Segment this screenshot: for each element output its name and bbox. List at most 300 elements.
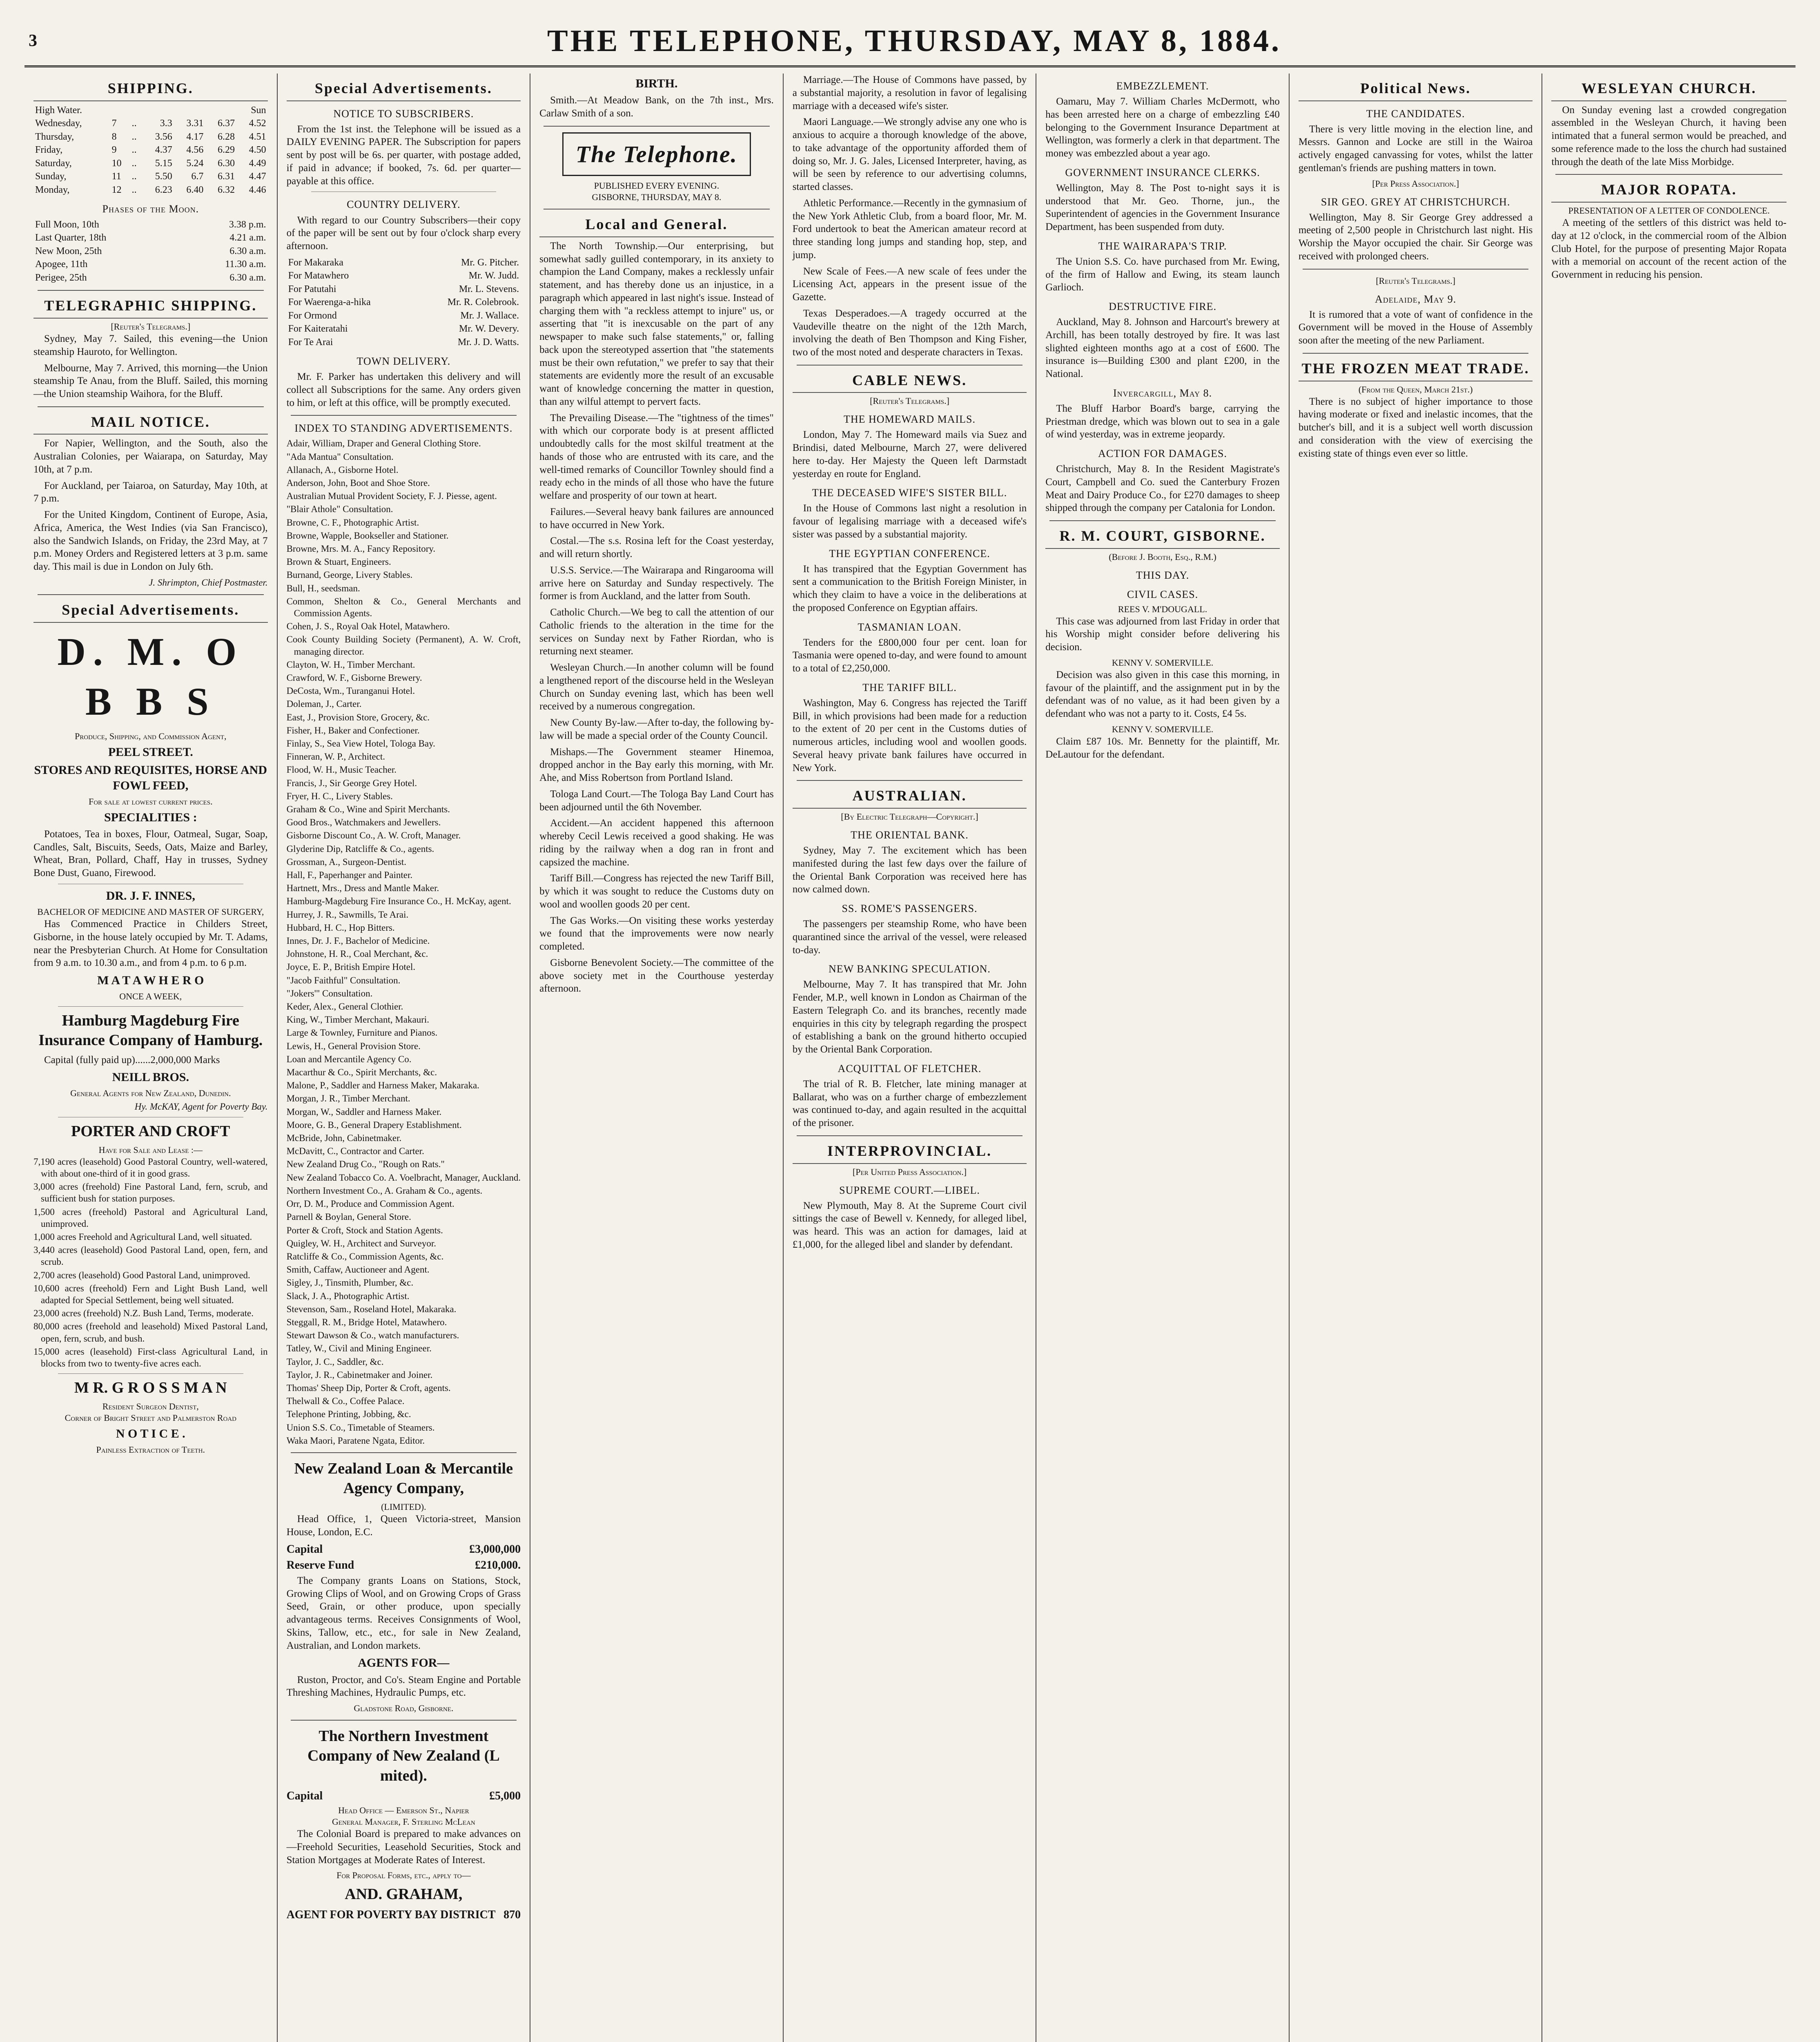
list-item: 1,500 acres (freehold) Pastoral and Agricultural Land, unimproved. <box>33 1206 268 1229</box>
table-cell: Friday, <box>35 145 63 156</box>
table-cell: Mr. R. Colebrook. <box>447 297 519 308</box>
destructive-text: Auckland, May 8. Johnson and Harcourt's brewery at Archill, has been totally destroyed by fire. It was last slighted eighteen months ago at a cost of £600. The insurance is—Building £300 and plant £200, in the National. <box>1045 317 1280 380</box>
table-cell: 5.24 <box>186 158 204 169</box>
company-text: The Company grants Loans on Stations, Stock, Growing Clips of Wool, and on Growing Crops of Grass Seed, Grain, or other produce, upon specially advantageous terms. Receives Consignments of Wool, Skins, Tallow, etc., etc., for sale in New Zealand, Australian, and London markets. <box>286 1575 521 1651</box>
gladstone-road: Gladstone Road, Gisborne. <box>354 1703 454 1714</box>
list-item: "Jokers'" Consultation. <box>286 988 373 999</box>
table-row <box>33 130 268 143</box>
rm-before: (Before J. Booth, Esq., R.M.) <box>1109 551 1216 562</box>
dmobbs-banner: D. M. O B B S <box>57 629 244 723</box>
capital-value: £3,000,000 <box>469 1543 521 1556</box>
list-item: Cohen, J. S., Royal Oak Hotel, Matawhero. <box>286 621 450 632</box>
local-general-header: Local and General. <box>539 215 774 237</box>
invercargill-text: The Bluff Harbor Board's barge, carrying the Priestman dredge, which was blown out to sea in a gale of wind yesterday, was in extreme jeopardy. <box>1045 403 1280 440</box>
neill-bros: NEILL BROS. <box>112 1070 189 1084</box>
table-cell: 3.38 p.m. <box>229 219 266 230</box>
table-cell: Apogee, 11th <box>35 259 88 270</box>
list-item: Slack, J. A., Photographic Artist. <box>286 1291 410 1301</box>
notice-subscribers: NOTICE TO SUBSCRIBERS. <box>333 107 474 120</box>
table-cell: Last Quarter, 18th <box>35 232 107 243</box>
list-item: Large & Townley, Furniture and Pianos. <box>286 1028 438 1038</box>
list-item: McBride, John, Cabinetmaker. <box>286 1133 402 1144</box>
northern-manager: General Manager, F. Sterling McLean <box>332 1817 475 1827</box>
table-cell: 4.37 <box>155 145 172 156</box>
hamburg-capital: Capital (fully paid up)......2,000,000 Marks <box>44 1054 220 1066</box>
local-paragraphs <box>539 240 774 995</box>
nz-loan-limited: (LIMITED). <box>381 1502 426 1512</box>
list-item: Parnell & Boylan, General Store. <box>286 1212 411 1222</box>
table-cell: Mr. W. Judd. <box>468 270 519 281</box>
table-row <box>33 183 268 196</box>
list-item: Thelwall & Co., Coffee Palace. <box>286 1396 405 1407</box>
homeward-mails: THE HOMEWARD MAILS. <box>843 413 976 426</box>
table-cell: 4.56 <box>186 145 204 156</box>
reuters-label: [Reuter's Telegrams.] <box>1376 275 1456 286</box>
porter-list <box>33 1156 268 1369</box>
wairarapa-trip: THE WAIRARAPA'S TRIP. <box>1098 240 1227 252</box>
table-cell: For Kaiteratahi <box>288 323 348 334</box>
table-cell: 8 <box>111 131 117 142</box>
cable-label: [Reuter's Telegrams.] <box>870 396 949 406</box>
list-item: Finneran, W. P., Architect. <box>286 751 385 762</box>
table-cell: 9 <box>111 145 117 156</box>
list-item: Hall, F., Paperhanger and Painter. <box>286 870 413 881</box>
grey-text: Wellington, May 8. Sir George Grey addressed a meeting of 2,500 people in Christchurch last night. His Worship the Mayor occupied the chair. Sir George was received with prolonged cheers. <box>1298 212 1533 262</box>
cable-news-header: CABLE NEWS. <box>793 371 1027 393</box>
northern-office: Head Office — Emerson St., Napier <box>338 1805 469 1816</box>
shipping-header: SHIPPING. <box>33 79 268 101</box>
article-paragraph: Accident.—An accident happened this afternoon whereby Cecil Lewis received a good shaking. He was riding by the railway when a dog ran in front and capsized the machine. <box>539 818 774 868</box>
sun-label: Sun <box>251 105 266 116</box>
table-cell: 4.51 <box>249 131 266 142</box>
table-cell: .. <box>131 171 137 182</box>
supreme-court: SUPREME COURT.—LIBEL. <box>839 1184 980 1196</box>
sister-text: In the House of Commons last night a resolution in favour of legalising marriage with a deceased wife's sister was passed by a substantial majority. <box>792 503 1027 540</box>
tariff-text: Washington, May 6. Congress has rejected the Tariff Bill, in which provisions had been made for a reduction to the extent of 20 per cent in the Customs duties of numerous articles, including wool and woollen goods. Several heavy private bank failures have occurred in New York. <box>792 697 1027 774</box>
list-item: Moore, G. B., General Drapery Establishment. <box>286 1119 462 1130</box>
dmobbs-tagline: Produce, Shipping, and Commission Agent, <box>75 731 227 741</box>
page-number: 3 <box>29 31 37 50</box>
table-cell: 11 <box>111 171 121 182</box>
innes-degree: BACHELOR OF MEDICINE AND MASTER OF SURGERY, <box>37 907 264 917</box>
col4-paragraphs <box>793 74 1027 359</box>
table-cell: 6.30 a.m. <box>229 245 266 256</box>
table-cell: Wednesday, <box>35 118 82 129</box>
reserve-value: £210,000. <box>475 1559 521 1572</box>
list-item: Hubbard, H. C., Hop Bitters. <box>286 922 395 933</box>
article-paragraph: The Prevailing Disease.—The "tightness of the times" with which our corporate body is at present afflicted undoubtedly calls for the most skilful treatment at the hands of those who are entrusted with its care, and the well-timed remarks of Councillor Townley should find a ready echo in the minds of all those who have the future welfare and prosperity of our town at heart. <box>539 412 774 502</box>
graham-num: 870 <box>503 1908 521 1921</box>
list-item: Malone, P., Saddler and Harness Maker, Makaraka. <box>286 1080 479 1091</box>
table-cell: 12 <box>111 184 122 195</box>
country-text: With regard to our Country Subscribers—their copy of the paper will be sent out by four o'clock sharp every afternoon. <box>286 214 521 252</box>
moon-table <box>33 218 268 284</box>
list-item: Hartnett, Mrs., Dress and Mantle Maker. <box>286 883 439 894</box>
embezzlement: EMBEZZLEMENT. <box>1116 80 1209 92</box>
embezzlement-text: Oamaru, May 7. William Charles McDermott, who has been arrested here on a charge of embezzling £40 belonging to the Government Insurance Department at Wellington, was formerly a clerk in that department. The money was embezzled about a year ago. <box>1045 96 1280 159</box>
homeward-text: London, May 7. The Homeward mails via Suez and Brindisi, dated Melbourne, March 27, were delivered here to-day. Her Majesty the Queen left Darmstadt yesterday en route for England. <box>792 429 1027 479</box>
article-paragraph: Wesleyan Church.—In another column will be found a lengthened report of the discourse held in the Wesleyan Church on Sunday evening last, which has been well received by a numerous congregation. <box>539 662 774 712</box>
table-cell: Full Moon, 10th <box>35 219 99 230</box>
this-day: THIS DAY. <box>1136 569 1190 581</box>
proposal-text: For Proposal Forms, etc., apply to— <box>336 1870 471 1881</box>
article-paragraph: Tariff Bill.—Congress has rejected the new Tariff Bill, by which it was sought to reduce the Customs duty on wool and woollen goods 20 per cent. <box>539 873 774 910</box>
special-ads-header-2: Special Advertisements. <box>287 79 521 101</box>
agents-for-text: Ruston, Proctor, and Co's. Steam Engine and Portable Threshing Machines, Hydraulic Pumps, etc. <box>286 1674 521 1699</box>
article-paragraph: Mishaps.—The Government steamer Hinemoa, dropped anchor in the Bay early this morning, with Mr. Ahe, and Miss Robertson from Portland Island. <box>539 746 774 784</box>
newbank-text: Melbourne, May 7. It has transpired that Mr. John Fender, M.P., well known in London as Chairman of the Eastern Telegraph Co. and its branches, recently made enquiries in this city by telegraph regarding the prospect of establishing a bank on the ground hitherto occupied by the Oriental Bank Corporation. <box>792 979 1027 1055</box>
list-item: Common, Shelton & Co., General Merchants and Commission Agents. <box>286 596 521 618</box>
list-item: Morgan, W., Saddler and Harness Maker. <box>286 1106 442 1117</box>
table-cell: New Moon, 25th <box>35 245 102 256</box>
mail-signature: J. Shrimpton, Chief Postmaster. <box>149 577 268 588</box>
table-cell: 6.30 <box>217 158 235 169</box>
major-text: A meeting of the settlers of this district was held to-day at 12 o'clock, in the commercial room of the Albion Club Hotel, for the purpose of presenting Major Ropata with a memorial on account of the recent action of the Government in reducing his pension. <box>1551 217 1787 281</box>
australian-label: [By Electric Telegraph—Copyright.] <box>841 811 978 822</box>
table-cell: 6.37 <box>217 118 235 129</box>
table-cell: 5.15 <box>155 158 172 169</box>
list-item: Adair, William, Draper and General Clothing Store. <box>286 438 481 449</box>
rees-text: This case was adjourned from last Friday in order that his Worship might consider before delivering his decision. <box>1045 615 1280 653</box>
columns <box>25 74 1795 2042</box>
supreme-text: New Plymouth, May 8. At the Supreme Court civil sittings the case of Bewell v. Kennedy, for alleged libel, was heard. This was an action for damages, laid at £1,000, for the alleged libel and slander by defendant. <box>792 1200 1027 1250</box>
table-cell: For Waerenga-a-hika <box>288 297 371 308</box>
article-paragraph: New Scale of Fees.—A new scale of fees under the Licensing Act, appears in the present issue of the Gazette. <box>792 265 1027 303</box>
table-row <box>33 117 268 130</box>
table-cell: Sunday, <box>35 171 67 182</box>
table-cell: Mr. J. Wallace. <box>460 310 519 321</box>
article-paragraph: Athletic Performance.—Recently in the gymnasium of the New York Athletic Club, from a board floor, Mr. M. Ford undertook to beat the American amateur record at three standing long jumps and standing hop, step, and jump. <box>792 197 1027 261</box>
list-item: "Blair Athole" Consultation. <box>286 504 393 515</box>
list-item: Taylor, J. R., Cabinetmaker and Joiner. <box>286 1369 433 1380</box>
table-row <box>287 256 521 269</box>
notice-text: From the 1st inst. the Telephone will be issued as a DAILY EVENING PAPER. The Subscription for papers sent by post will be 6s. per quarter, with postage added, if paid in advance; if booked, 7s. 6d. per quarter—payable at this office. <box>286 123 521 187</box>
table-cell: 10 <box>111 158 122 169</box>
list-item: Burnand, George, Livery Stables. <box>286 570 413 580</box>
list-item: Hurrey, J. R., Sawmills, Te Arai. <box>286 909 409 920</box>
kenny-case-2: KENNY V. SOMERVILLE. <box>1112 724 1214 734</box>
table-cell: 3.56 <box>155 131 172 142</box>
stores-text: STORES AND REQUISITES, HORSE AND FOWL FEED, <box>34 763 267 792</box>
grey-header: SIR GEO. GREY AT CHRISTCHURCH. <box>1321 196 1510 208</box>
article-paragraph: Catholic Church.—We beg to call the attention of our Catholic friends to the alteration in the time for the services on Sunday next by Father Riordan, who is returning next steamer. <box>539 607 774 657</box>
tasmanian-loan: TASMANIAN LOAN. <box>858 621 962 633</box>
list-item: Loan and Mercantile Agency Co. <box>286 1054 412 1064</box>
list-item: "Jacob Faithful" Consultation. <box>286 975 401 985</box>
table-row <box>287 283 521 296</box>
table-cell: 6.31 <box>217 171 235 182</box>
notice-header: N O T I C E . <box>116 1427 185 1441</box>
table-cell: 4.49 <box>249 158 266 169</box>
table-cell: Mr. J. D. Watts. <box>457 337 519 348</box>
list-item: 2,700 acres (leasehold) Good Pastoral Land, unimproved. <box>33 1270 250 1280</box>
masthead <box>25 16 1795 67</box>
specialties-text: Potatoes, Tea in boxes, Flour, Oatmeal, Sugar, Soap, Candles, Salt, Biscuits, Seeds, Oats, Maize and Barley, Wheat, Bran, Pollard, Chaff, Hay in trusses, Sydney Bone Dust, Guano, Firewood. <box>33 828 268 879</box>
list-item: Ratcliffe & Co., Commission Agents, &c. <box>286 1251 444 1262</box>
table-cell: Monday, <box>35 184 70 195</box>
table-row <box>287 309 521 322</box>
northern-header: The Northern Investment Company of New Zealand (L mited). <box>307 1728 500 1784</box>
list-item: Orr, D. M., Produce and Commission Agent. <box>286 1199 454 1209</box>
table-cell: .. <box>131 145 137 156</box>
table-cell: 11.30 a.m. <box>225 259 266 270</box>
column-7 <box>1542 74 1795 2042</box>
birth-title: BIRTH. <box>635 77 678 90</box>
reserve-label: Reserve Fund <box>286 1559 354 1572</box>
list-item: Crawford, W. F., Gisborne Brewery. <box>286 672 422 683</box>
matawhero: M A T A W H E R O <box>97 974 204 987</box>
list-item: Graham & Co., Wine and Spirit Merchants. <box>286 804 450 814</box>
list-item: New Zealand Drug Co., "Rough on Rats." <box>286 1159 445 1170</box>
list-item: Glyderine Dip, Ratcliffe & Co., agents. <box>286 843 434 854</box>
index-header: INDEX TO STANDING ADVERTISEMENTS. <box>294 422 513 435</box>
table-row <box>287 269 521 282</box>
table-row <box>33 231 268 244</box>
list-item: Anderson, John, Boot and Shoe Store. <box>286 477 430 488</box>
table-cell: For Te Arai <box>288 337 333 348</box>
list-item: Sigley, J., Tinsmith, Plumber, &c. <box>286 1277 414 1288</box>
table-row <box>33 271 268 284</box>
nameplate-banner <box>539 132 774 176</box>
innes-text: Has Commenced Practice in Childers Street, Gisborne, in the house lately occupied by Mr. T. Adams, near the Presbyterian Church. At Home for Consultation from 9 a.m. to 10.30 a.m., and from 4 p.m. to 6 p.m. <box>33 918 268 969</box>
stores-sub: For sale at lowest current prices. <box>88 796 213 807</box>
porter-sub: Have for Sale and Lease :— <box>98 1144 203 1155</box>
list-item: 80,000 acres (freehold and leasehold) Mixed Pastoral Land, open, fern, scrub, and bush. <box>33 1321 268 1344</box>
article-paragraph: New County By-law.—After to-day, the following by-law will be made a special order of the County Council. <box>539 717 774 741</box>
column-4 <box>784 74 1037 2042</box>
list-item: Browne, Wapple, Bookseller and Stationer. <box>286 530 449 541</box>
column-3 <box>530 74 784 2042</box>
damages-text: Christchurch, May 8. In the Resident Magistrate's Court, Campbell and Co. sued the Canterbury Frozen Meat and Dairy Produce Co., for £270 damages to sheep shipped through the company per Catalonia for London. <box>1045 464 1280 514</box>
acquittal-text: The trial of R. B. Fletcher, late mining manager at Ballarat, who was on a further charge of embezzlement was continued to-day, and again resulted in the acquittal of the prisoner. <box>792 1078 1027 1129</box>
table-cell: For Makaraka <box>288 257 343 268</box>
graham-sub: AGENT FOR POVERTY BAY DISTRICT <box>286 1908 496 1921</box>
wesleyan-text: On Sunday evening last a crowded congregation assembled in the Wesleyan Church, it having been intimated that a funeral sermon would be preached, and some reference made to the loss the church had sustained through the death of the late Miss Morbidge. <box>1551 104 1787 167</box>
mail-para-2: For Auckland, per Taiaroa, on Saturday, May 10th, at 7 p.m. <box>33 480 268 504</box>
oriental-text: Sydney, May 7. The excitement which has been manifested during the last few days over the failure of the Oriental Bank Corporation was received here has now calmed down. <box>792 845 1027 895</box>
list-item: Doleman, J., Carter. <box>286 699 362 709</box>
list-item: Australian Mutual Provident Society, F. J. Piesse, agent. <box>286 491 497 502</box>
list-item: Lewis, H., General Provision Store. <box>286 1041 421 1051</box>
list-item: 23,000 acres (freehold) N.Z. Bush Land, Terms, moderate. <box>33 1308 254 1319</box>
tariff-bill: THE TARIFF BILL. <box>862 681 957 693</box>
table-row <box>33 143 268 156</box>
oriental-bank: THE ORIENTAL BANK. <box>851 829 969 841</box>
list-item: Fryer, H. C., Livery Stables. <box>286 791 393 801</box>
passengers-text: The passengers per steamship Rome, who have been quarantined since the arrival of the vessel, were released to-day. <box>792 918 1027 956</box>
peel-street: PEEL STREET. <box>108 745 193 759</box>
dateline: GISBORNE, THURSDAY, MAY 8. <box>592 192 722 203</box>
table-cell: 3.3 <box>160 118 172 129</box>
list-item: Gisborne Discount Co., A. W. Croft, Manager. <box>286 830 461 841</box>
list-item: Waka Maori, Paratene Ngata, Editor. <box>286 1435 425 1446</box>
article-paragraph: The North Township.—Our enterprising, but somewhat sadly guilled contemporary, in its anxiety to champion the Land Company, makes a recklessly unfair statement, and has thereby done us an injustice, in a paragraph which appeared in last night's issue. Instead of charging them with "a reckless attempt to injure" us, or asserting that "it is inexcusable on the part of any newspaper to make such false statements," or, falling back upon the stereotyped assertion that "the statements must be their own refutation," we prefer to say that their statements are evidently more the result of an excusable want of knowledge concerning the matter in question, than any wilful attempt to pervert facts. <box>539 240 774 407</box>
list-item: Finlay, S., Sea View Hotel, Tologa Bay. <box>286 738 435 749</box>
northern-capital-label: Capital <box>286 1789 323 1802</box>
grossman-sub: Resident Surgeon Dentist, <box>102 1401 199 1412</box>
painless-extraction: Painless Extraction of Teeth. <box>96 1445 205 1455</box>
moon-phases-title: Phases of the Moon. <box>102 203 199 215</box>
high-water-label: High Water. <box>35 105 82 116</box>
list-item: Porter & Croft, Stock and Station Agents. <box>286 1225 443 1235</box>
adelaide-text: It is rumored that a vote of want of confidence in the Government will be moved in the House of Assembly soon after the meeting of the new Parliament. <box>1298 309 1533 346</box>
table-cell: For Ormond <box>288 310 337 321</box>
list-item: Northern Investment Co., A. Graham & Co., agents. <box>286 1185 483 1196</box>
civil-cases: CIVIL CASES. <box>1127 588 1198 600</box>
list-item: 7,190 acres (leasehold) Good Pastoral Country, well-watered, with about one-third of it in good grass. <box>33 1156 268 1179</box>
list-item: Good Bros., Watchmakers and Jewellers. <box>286 817 441 828</box>
neill-agents: General Agents for New Zealand, Dunedin. <box>70 1088 231 1099</box>
frozen-meat-header: THE FROZEN MEAT TRADE. <box>1299 359 1533 381</box>
list-item: Flood, W. H., Music Teacher. <box>286 765 397 775</box>
rome-passengers: SS. ROME'S PASSENGERS. <box>842 903 978 915</box>
birth-text: Smith.—At Meadow Bank, on the 7th inst., Mrs. Carlaw Smith of a son. <box>539 95 774 119</box>
innes-name: DR. J. F. INNES, <box>106 889 195 903</box>
once-week: ONCE A WEEK, <box>119 991 182 1002</box>
table-cell: 6.40 <box>186 184 204 195</box>
column-1 <box>25 74 278 2042</box>
mckay-agent: Hy. McKAY, Agent for Poverty Bay. <box>134 1101 268 1112</box>
list-item: Browne, C. F., Photographic Artist. <box>286 517 419 528</box>
agents-for-title: AGENTS FOR— <box>358 1656 450 1670</box>
list-item: Telephone Printing, Jobbing, &c. <box>286 1409 411 1420</box>
graham-row <box>287 1908 521 1922</box>
capital-label: Capital <box>286 1543 323 1556</box>
list-item: Hamburg-Magdeburg Fire Insurance Co., H. McKay, agent. <box>286 896 511 907</box>
major-sub: PRESENTATION OF A LETTER OF CONDOLENCE. <box>1568 205 1770 216</box>
kenny-case: KENNY V. SOMERVILLE. <box>1112 657 1214 668</box>
action-damages: ACTION FOR DAMAGES. <box>1098 448 1227 460</box>
special-ads-header: Special Advertisements. <box>33 601 268 623</box>
table-cell: Thursday, <box>35 131 74 142</box>
list-item: Bull, H., seedsman. <box>286 583 360 593</box>
destructive-fire: DESTRUCTIVE FIRE. <box>1109 301 1217 313</box>
town-text: Mr. F. Parker has undertaken this delivery and will collect all Subscriptions for the same. Any orders given to him, or left at this office, will be promptly executed. <box>286 371 521 408</box>
table-cell: 5.50 <box>155 171 172 182</box>
egypt-text: It has transpired that the Egyptian Government has sent a communication to the British Foreign Minister, in which they claim to have a voice in the deliberations at the proposed Conference on Egyptian affairs. <box>792 563 1027 613</box>
table-cell: Mr. G. Pitcher. <box>461 257 519 268</box>
column-6 <box>1290 74 1543 2042</box>
rees-case: REES V. M'DOUGALL. <box>1118 604 1207 614</box>
table-row <box>287 322 521 335</box>
telegraphic-header: TELEGRAPHIC SHIPPING. <box>33 296 268 319</box>
table-cell: 3.31 <box>186 118 204 129</box>
wairarapa-text: The Union S.S. Co. have purchased from Mr. Ewing, of the firm of Hallow and Ewing, its steam launch Garlioch. <box>1045 256 1280 293</box>
article-paragraph: The Gas Works.—On visiting these works yesterday we found that the improvements were now nearly completed. <box>539 915 774 952</box>
index-list <box>287 437 521 1447</box>
political-news-header: Political News. <box>1299 79 1533 101</box>
list-item: 3,000 acres (freehold) Fine Pastoral Land, fern, scrub, and sufficient bush for station purposes. <box>33 1182 268 1204</box>
northern-capital-row <box>287 1789 521 1803</box>
article-paragraph: Marriage.—The House of Commons have passed, by a substantial majority, a resolution in favor of legalising marriage with a deceased wife's sister. <box>792 74 1027 111</box>
list-item: Cook County Building Society (Permanent), A. W. Croft, managing director. <box>286 634 521 657</box>
list-item: Fisher, H., Baker and Confectioner. <box>286 725 420 736</box>
list-item: DeCosta, Wm., Turanganui Hotel. <box>286 686 415 696</box>
table-cell: 4.21 a.m. <box>229 232 266 243</box>
mail-notice-header: MAIL NOTICE. <box>33 413 268 435</box>
masthead-title: THE TELEPHONE, THURSDAY, MAY 8, 1884. <box>547 23 1281 58</box>
list-item: Browne, Mrs. M. A., Fancy Repository. <box>286 543 436 554</box>
gov-insurance: GOVERNMENT INSURANCE CLERKS. <box>1065 166 1260 178</box>
list-item: "Ada Mantua" Consultation. <box>286 451 394 462</box>
list-item: Joyce, E. P., British Empire Hotel. <box>286 962 416 972</box>
table-row <box>33 258 268 271</box>
rm-court-header: R. M. COURT, GISBORNE. <box>1045 527 1280 549</box>
interprov-label: [Per United Press Association.] <box>852 1166 967 1177</box>
article-paragraph: Gisborne Benevolent Society.—The committee of the above society met in the Courthouse yesterday afternoon. <box>539 957 774 994</box>
article-paragraph: Failures.—Several heavy bank failures are announced to have occurred in New York. <box>539 506 774 531</box>
tasmanian-text: Tenders for the £800,000 four per cent. loan for Tasmania were opened to-day, and were found to amount to a total of £2,250,000. <box>792 637 1027 674</box>
list-item: 10,600 acres (freehold) Fern and Light Bush Land, well adapted for Special Settlement, being well situated. <box>33 1283 268 1305</box>
table-cell: Perigee, 25th <box>35 272 87 283</box>
list-item: Innes, Dr. J. F., Bachelor of Medicine. <box>286 936 430 946</box>
list-item: Johnstone, H. R., Coal Merchant, &c. <box>286 949 428 959</box>
kenny-text: Decision was also given in this case this morning, in favour of the plaintiff, and the assignment put in by the defendant was of no value, as it had been given by a defendant who was not a party to it. Costs, £4 5s. <box>1045 669 1280 720</box>
table-cell: .. <box>131 184 137 195</box>
table-cell: For Matawhero <box>288 270 349 281</box>
table-cell: 6.29 <box>217 145 235 156</box>
list-item: 15,000 acres (leasehold) First-class Agricultural Land, in blocks from two to twenty-five acres each. <box>33 1346 268 1369</box>
nameplate: The Telephone. <box>562 132 751 176</box>
northern-text: The Colonial Board is prepared to make advances on—Freehold Securities, Leasehold Securities, Stock and Station Mortgages at Moderate Rates of Interest. <box>286 1828 521 1866</box>
mail-para-1: For Napier, Wellington, and the South, also the Australian Colonies, per Waiarapa, on Saturday, May 10th, at 7 p.m. <box>33 438 268 475</box>
list-item: King, W., Timber Merchant, Makauri. <box>286 1014 430 1025</box>
table-cell: 4.17 <box>186 131 204 142</box>
kenny2-text: Claim £87 10s. Mr. Bennetty for the plaintiff, Mr. DeLautour for the defendant. <box>1045 736 1280 760</box>
list-item: Thomas' Sheep Dip, Porter & Croft, agents. <box>286 1382 451 1393</box>
shipping-para-1: Sydney, May 7. Sailed, this evening—the Union steamship Hauroto, for Wellington. <box>33 333 268 357</box>
list-item: Macarthur & Co., Spirit Merchants, &c. <box>286 1067 437 1078</box>
article-paragraph: U.S.S. Service.—The Wairarapa and Ringarooma will arrive here on Saturday and Sunday respectively. The former is from Auckland, and the latter from South. <box>539 564 774 602</box>
graham-name: AND. GRAHAM, <box>345 1886 463 1903</box>
gov-text: Wellington, May 8. The Post to-night says it is understood that Mr. Geo. Thorne, jun., the Superintendent of agencies in the Government Insurance Department, has been suspended from duty. <box>1045 182 1280 233</box>
table-row <box>287 296 521 309</box>
table-cell: 6.23 <box>155 184 172 195</box>
interprovincial-header: INTERPROVINCIAL. <box>793 1142 1027 1164</box>
hamburg-header: Hamburg Magdeburg Fire Insurance Company of Hamburg. <box>38 1012 263 1049</box>
table-cell: .. <box>131 158 137 169</box>
table-cell: Mr. L. Stevens. <box>459 283 519 294</box>
capital-row <box>287 1542 521 1557</box>
list-item: Francis, J., Sir George Grey Hotel. <box>286 778 417 788</box>
article-paragraph: Tologa Land Court.—The Tologa Bay Land Court has been adjourned until the 6th November. <box>539 788 774 813</box>
published-line: PUBLISHED EVERY EVENING. <box>594 181 720 191</box>
table-cell: Saturday, <box>35 158 72 169</box>
table-row <box>287 336 521 349</box>
table-cell: 6.7 <box>191 171 204 182</box>
acquittal: ACQUITTAL OF FLETCHER. <box>838 1062 982 1075</box>
table-cell: 6.28 <box>217 131 235 142</box>
table-row <box>33 245 268 258</box>
list-item: Steggall, R. M., Bridge Hotel, Matawhero. <box>286 1317 447 1327</box>
list-item: 3,440 acres (leasehold) Good Pastoral Land, open, fern, and scrub. <box>33 1245 268 1267</box>
column-5 <box>1036 74 1290 2042</box>
egypt-conference: THE EGYPTIAN CONFERENCE. <box>829 547 990 560</box>
table-cell: 4.52 <box>249 118 266 129</box>
table-cell: .. <box>131 118 137 129</box>
list-item: New Zealand Tobacco Co. A. Voelbracht, Manager, Auckland. <box>286 1172 521 1183</box>
list-item: East, J., Provision Store, Grocery, &c. <box>286 712 430 722</box>
agents-table <box>287 256 521 349</box>
frozen-text: There is no subject of higher importance to those having moderate or fixed and inelastic incomes, that the butcher's bill, and it is a subject well worth discussion and consideration with the view of exercising the existing state of things even ever so little. <box>1298 396 1533 459</box>
table-cell: 4.46 <box>249 184 266 195</box>
shipping-para-2: Melbourne, May 7. Arrived, this morning—the Union steamship Te Anau, from the Bluff. Sailed, this morning—the Union steamship Waihora, for the Bluff. <box>33 362 268 400</box>
list-item: Quigley, W. H., Architect and Surveyor. <box>286 1238 437 1248</box>
australian-header: AUSTRALIAN. <box>793 787 1027 809</box>
mail-para-3: For the United Kingdom, Continent of Europe, Asia, Africa, America, the West Indies (via San Francisco), also the Sandwich Islands, on Friday, the 23rd May, at 7 p.m. Money Orders and Registered letters at 3 p.m. same day. This mail is due in London on July 6th. <box>33 509 268 573</box>
table-cell: 6.32 <box>217 184 235 195</box>
candidates-text: There is very little moving in the election line, and Messrs. Gannon and Locke are still in the Wairoa actively engaged canvassing for votes, whilst the latter gentleman's friends are pushing matters in town. <box>1298 123 1533 174</box>
